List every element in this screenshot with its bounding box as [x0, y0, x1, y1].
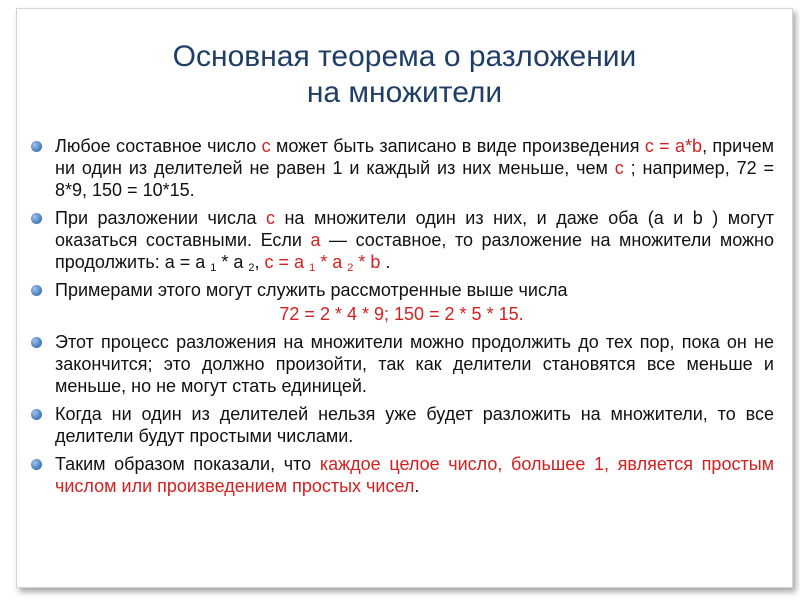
text: Таким образом показали, что [55, 454, 320, 474]
title-line-2: на множители [306, 76, 503, 109]
subscript: 1 [309, 262, 316, 274]
text: — составное, то разложение на множители можно продолжить: а = а [55, 230, 775, 272]
highlight: * b [353, 252, 381, 272]
highlight: с = а*b [644, 136, 703, 156]
subscript: 2 [248, 262, 255, 274]
text: на множители один из них, и даже оба (a и b ) могут оказаться составными. Если [55, 208, 774, 250]
bullet-icon [31, 141, 42, 152]
highlight: а [310, 230, 321, 250]
text: может быть записано в виде произведения [270, 136, 645, 156]
paragraph-6 [29, 453, 774, 497]
highlight: с = а [264, 252, 310, 272]
text: Любое составное число [55, 136, 262, 156]
title-line-1: Основная теорема о разложении [172, 40, 637, 73]
bullet-icon [31, 285, 42, 296]
example-formula: 72 = 2 * 4 * 9; 150 = 2 * 5 * 15. [279, 304, 524, 324]
slide-content [29, 135, 774, 503]
text: . [414, 476, 420, 496]
text: Этот процесс разложения на множители можно продолжить до тех пор, пока он не закончится; это должно произойти, так как делители становятся все меньше и меньше, но не могут стать единицей. [55, 332, 774, 396]
text: Когда ни один из делителей нельзя уже будет разложить на множители, то все делители будут простыми числами. [55, 404, 774, 446]
slide [16, 8, 793, 588]
paragraph-4 [29, 331, 774, 397]
bullet-icon [31, 337, 42, 348]
text: , причем ни один из делителей не равен 1 и каждый из них меньше, чем [55, 136, 774, 178]
highlight: * а [315, 252, 348, 272]
subscript: 2 [347, 262, 354, 274]
text: ; например, 72 = 8*9, 150 = 10*15. [55, 158, 774, 200]
slide-title [17, 39, 792, 111]
paragraph-5 [29, 403, 774, 447]
text: Примерами этого могут служить рассмотренные выше числа [55, 280, 568, 300]
text: При разложении числа [55, 208, 266, 228]
highlight: каждое целое число, большее 1, является простым числом или произведением простых чисел [55, 454, 775, 496]
bullet-icon [31, 213, 42, 224]
highlight: с [261, 136, 271, 156]
paragraph-2 [29, 207, 774, 273]
highlight: с [265, 208, 275, 228]
paragraph-3 [29, 279, 774, 301]
text: . [380, 252, 391, 272]
text: * а [216, 252, 249, 272]
bullet-icon [31, 459, 42, 470]
subscript: 1 [210, 262, 217, 274]
text: , [254, 252, 265, 272]
bullet-icon [31, 409, 42, 420]
paragraph-1 [29, 135, 774, 201]
highlight: с [614, 158, 624, 178]
